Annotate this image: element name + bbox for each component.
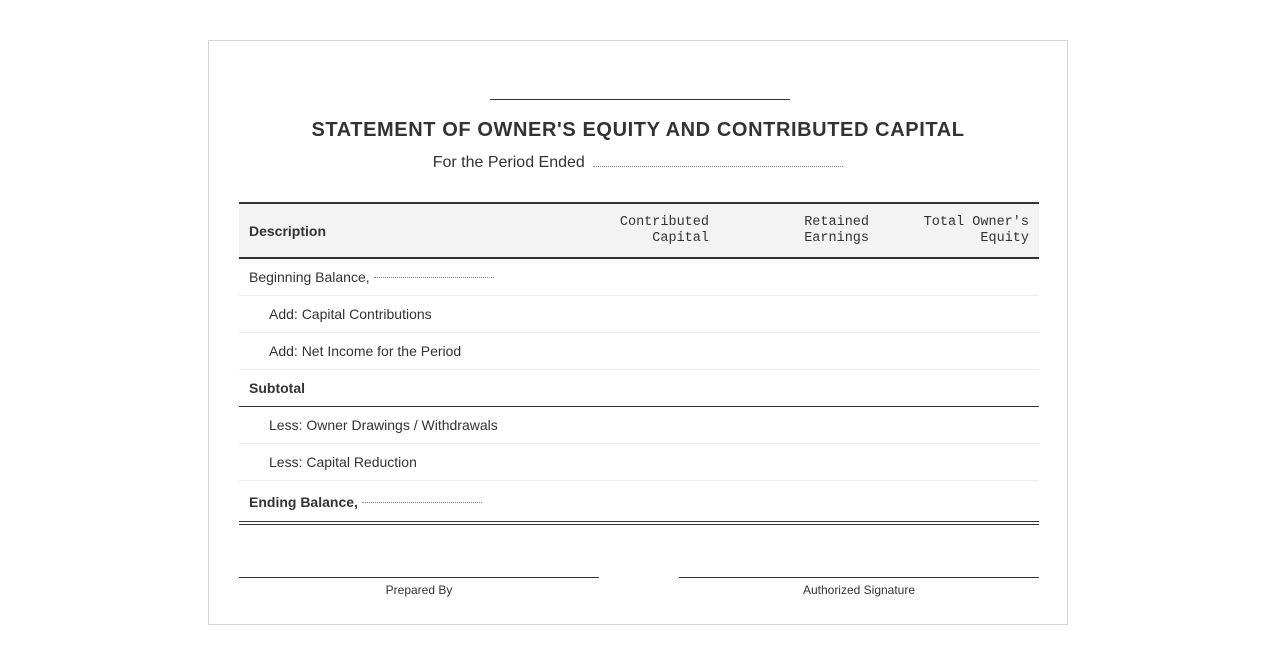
header-contributed-capital-line1: Contributed — [619, 214, 709, 230]
table-row-beginning-balance — [239, 259, 1039, 296]
table-row-subtotal — [239, 370, 1039, 407]
prepared-by-label: Prepared By — [385, 583, 453, 597]
row-label: Less: Capital Reduction — [269, 454, 417, 470]
row-label: Add: Net Income for the Period — [269, 343, 462, 359]
header-total-equity-line2: Equity — [980, 230, 1029, 246]
ending-date-blank[interactable] — [362, 502, 482, 503]
authorized-signature-line[interactable] — [679, 577, 1039, 597]
table-row-capital-contributions — [239, 296, 1039, 333]
period-label: For the Period Ended — [432, 154, 585, 171]
prepared-by-signature-line[interactable] — [239, 577, 599, 597]
statement-title: STATEMENT OF OWNER'S EQUITY AND CONTRIBUTED CAPITAL — [311, 119, 965, 141]
period-date-blank[interactable] — [593, 166, 843, 167]
table-row-capital-reduction — [239, 444, 1039, 481]
period-line — [209, 154, 1067, 172]
header-total-equity-line1: Total Owner's — [923, 214, 1029, 230]
header-retained-earnings-line1: Retained — [804, 214, 869, 230]
table-row-ending-balance — [239, 481, 1039, 525]
table-row-owner-drawings — [239, 407, 1039, 444]
row-label: Beginning Balance, — [249, 269, 370, 285]
header-contributed-capital — [569, 204, 709, 257]
header-retained-earnings — [729, 204, 869, 257]
header-description: Description — [249, 222, 327, 239]
authorized-signature-label: Authorized Signature — [802, 583, 916, 597]
beginning-date-blank[interactable] — [374, 277, 494, 278]
header-contributed-capital-line2: Capital — [652, 230, 709, 246]
row-label: Subtotal — [249, 380, 305, 396]
row-label: Ending Balance, — [249, 494, 358, 510]
header-retained-earnings-line2: Earnings — [804, 230, 869, 246]
row-label: Add: Capital Contributions — [269, 306, 432, 322]
equity-table — [239, 202, 1039, 525]
statement-sheet — [208, 40, 1068, 625]
header-total-equity — [889, 204, 1029, 257]
table-row-net-income — [239, 333, 1039, 370]
table-header — [239, 202, 1039, 259]
company-name-line[interactable] — [490, 99, 790, 100]
row-label: Less: Owner Drawings / Withdrawals — [269, 417, 498, 433]
